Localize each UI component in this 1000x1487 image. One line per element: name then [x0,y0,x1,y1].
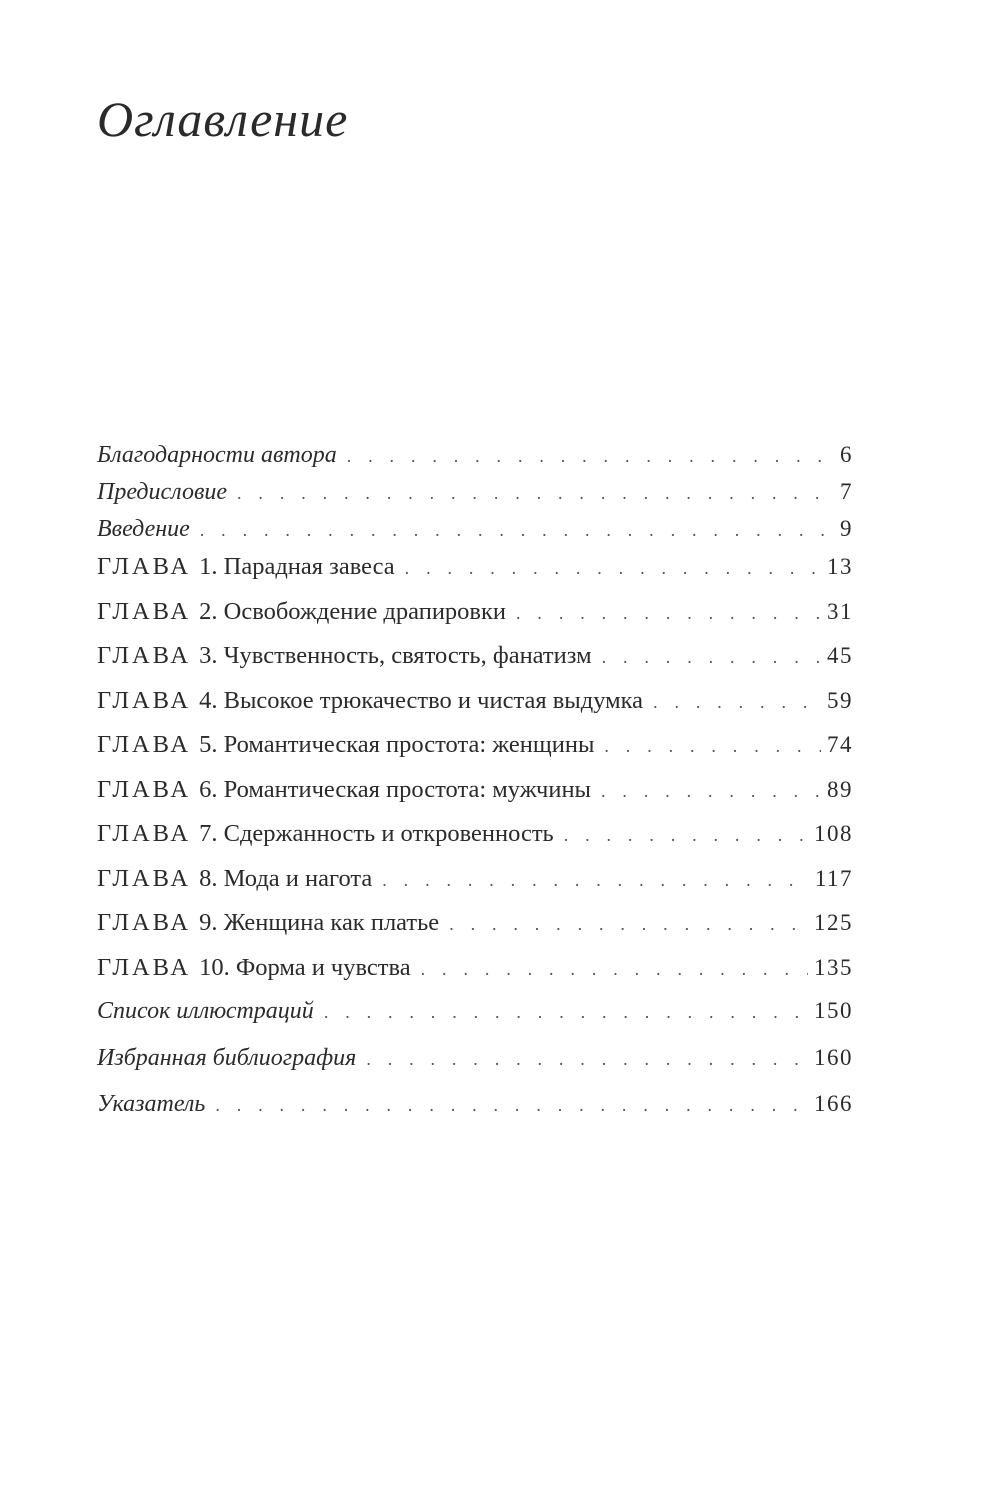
chapter-word: ГЛАВА [97,864,192,892]
dot-leader [366,1049,808,1070]
toc-item-label [97,865,372,893]
toc-item-label: Предисловие [97,479,228,505]
toc-item-introduction[interactable] [97,516,853,553]
toc-item-label: Указатель [97,1091,206,1117]
toc-item-label [97,642,592,670]
toc-page-number: 13 [827,554,853,579]
chapter-number: 4. [199,686,218,714]
toc-item-chapter-5[interactable] [97,731,853,776]
toc-item-list-of-illustrations[interactable] [97,998,853,1045]
toc-page-number: 89 [827,776,853,802]
toc-item-chapter-4[interactable] [97,687,853,732]
toc-page-number: 125 [814,910,853,935]
toc-page-number: 31 [827,598,853,624]
toc-item-label [97,687,643,715]
toc-page-number: 45 [827,643,853,668]
chapter-word: ГЛАВА [97,953,192,981]
toc-page-number: 6 [840,442,853,467]
toc-item-chapter-7[interactable] [97,820,853,865]
chapter-title: Романтическая простота: мужчины [223,775,592,803]
toc-item-label [97,820,554,848]
chapter-title: Женщина как платье [223,909,440,936]
toc-item-bibliography[interactable] [97,1045,853,1092]
chapter-number: 5. [199,731,218,758]
chapter-word: ГЛАВА [97,909,192,936]
toc-item-label [97,731,594,759]
chapter-title: Парадная завеса [223,553,395,580]
toc-item-foreword[interactable] [97,479,853,516]
dot-leader [604,736,821,757]
toc-page-number: 74 [827,732,853,757]
chapter-number: 1. [199,553,218,580]
toc-item-label [97,553,395,581]
dot-leader [602,647,821,668]
page-title: Оглавление [97,91,349,147]
dot-leader [564,825,808,846]
chapter-word: ГЛАВА [97,686,192,714]
dot-leader [516,603,821,624]
chapter-title: Освобождение драпировки [223,597,507,625]
toc-item-label: Благодарности автора [97,442,337,468]
chapter-word: ГЛАВА [97,553,192,580]
dot-leader [200,520,834,541]
dot-leader [215,1095,808,1116]
toc-item-chapter-9[interactable] [97,909,853,954]
dot-leader [449,914,808,935]
toc-page-number: 150 [814,998,853,1023]
toc-item-label [97,776,591,804]
toc-page-number: 135 [814,954,853,980]
toc-item-label: Список иллюстраций [97,998,314,1024]
toc-item-chapter-6[interactable] [97,776,853,821]
toc-item-label: Избранная библиография [97,1044,357,1071]
toc-item-label [97,598,506,626]
toc-page-number: 108 [814,821,853,846]
chapter-number: 7. [199,820,218,847]
chapter-number: 9. [199,909,218,936]
chapter-word: ГЛАВА [97,775,192,803]
chapter-number: 6. [199,775,218,803]
chapter-title: Форма и чувства [235,953,411,981]
chapter-number: 8. [199,864,218,892]
chapter-word: ГЛАВА [97,820,192,847]
toc-item-acknowledgements[interactable] [97,442,853,479]
chapter-number: 10. [199,953,230,981]
toc-item-chapter-8[interactable] [97,865,853,910]
dot-leader [421,959,808,980]
toc-page-number: 7 [840,479,853,504]
chapter-number: 2. [199,597,218,625]
chapter-word: ГЛАВА [97,597,192,625]
dot-leader [601,781,821,802]
toc-item-label: Введение [97,516,190,542]
toc-item-index[interactable] [97,1091,853,1138]
dot-leader [382,870,809,891]
toc-item-chapter-1[interactable] [97,553,853,598]
chapter-title: Чувственность, святость, фанатизм [223,642,592,669]
toc-page-number: 9 [840,516,853,541]
toc-item-chapter-3[interactable] [97,642,853,687]
dot-leader [405,558,821,579]
table-of-contents [97,442,853,1138]
toc-page-number: 59 [827,687,853,713]
dot-leader [347,446,834,467]
chapter-title: Высокое трюкачество и чистая выдумка [223,686,644,714]
toc-item-chapter-10[interactable] [97,954,853,999]
chapter-word: ГЛАВА [97,642,192,669]
dot-leader [237,483,834,504]
chapter-number: 3. [199,642,218,669]
chapter-title: Романтическая простота: женщины [223,731,595,758]
toc-page-number: 117 [814,865,853,891]
toc-page-number: 160 [814,1044,853,1070]
chapter-title: Мода и нагота [223,864,373,892]
toc-item-chapter-2[interactable] [97,598,853,643]
toc-item-label [97,909,439,937]
dot-leader [324,1002,808,1023]
chapter-title: Сдержанность и откровенность [223,820,554,847]
toc-page-number: 166 [814,1091,853,1116]
dot-leader [653,692,821,713]
chapter-word: ГЛАВА [97,731,192,758]
toc-item-label [97,954,411,982]
